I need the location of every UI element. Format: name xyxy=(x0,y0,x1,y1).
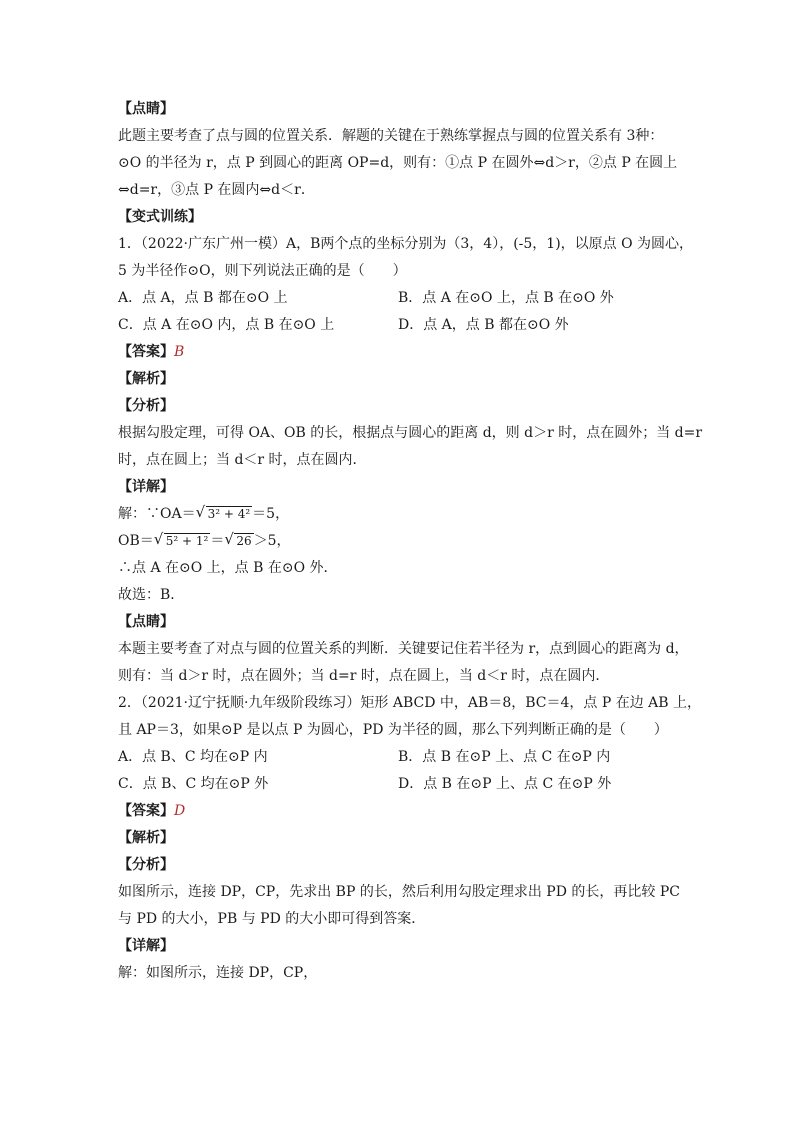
q1-jiexi-tag: 【解析】 xyxy=(118,371,174,387)
q2-analysis-1: 如图所示，连接 DP，CP，先求出 BP 的长，然后利用勾股定理求出 PD 的长，再比较 PC xyxy=(118,884,680,900)
q1-dianjing-tag: 【点睛】 xyxy=(118,614,174,630)
q1-options-row-1 xyxy=(118,285,678,312)
q1-detail-1-pre: 解：∵OA＝ xyxy=(118,506,196,522)
dianjing-line-2: ⊙O 的半径为 r，点 P 到圆心的距离 OP=d，则有：①点 P 在圆外⇔d＞r，②点 P 在圆上 xyxy=(118,155,678,171)
q1-dianjing-2: 则有：当 d＞r 时，点在圆外；当 d=r 时，点在圆上，当 d＜r 时，点在圆内． xyxy=(118,668,610,684)
q1-options-row-2 xyxy=(118,312,678,339)
q1-detail-1 xyxy=(118,501,678,528)
radicand: 3² + 4² xyxy=(207,507,251,521)
sqrt-expression xyxy=(196,501,253,528)
q1-answer xyxy=(118,339,678,366)
radicand: 5² + 1² xyxy=(165,534,209,548)
q2-jiexi-tag: 【解析】 xyxy=(118,830,174,846)
q1-stem-1: 1．（2022·广东广州一模）A，B两个点的坐标分别为（3，4），(-5，1)，以原点 O 为圆心， xyxy=(118,236,694,252)
q1-option-d: D．点 A，点 B 都在⊙O 外 xyxy=(398,317,569,333)
q2-option-d: D．点 B 在⊙P 上、点 C 在⊙P 外 xyxy=(398,776,612,792)
q1-option-a: A．点 A，点 B 都在⊙O 上 xyxy=(118,290,288,306)
sqrt-expression xyxy=(154,528,211,555)
q1-detail-2-mid: ＝ xyxy=(210,533,225,549)
q1-analysis-1: 根据勾股定理，可得 OA、OB 的长，根据点与圆心的距离 d，则 d＞r 时，点在圆外；当 d=r xyxy=(118,425,703,441)
dianjing-line-3: ⇔d=r，③点 P 在圆内⇔d＜r． xyxy=(118,182,315,198)
q1-fenxi-tag: 【分析】 xyxy=(118,398,174,414)
section-title: 【变式训练】 xyxy=(118,209,202,225)
q1-detail-2-post: ＞5， xyxy=(253,533,291,549)
q2-detail-tag: 【详解】 xyxy=(118,938,174,954)
q2-answer xyxy=(118,798,678,825)
q2-stem-1: 2．（2021·辽宁抚顺·九年级阶段练习）矩形 ABCD 中，AB＝8，BC＝4，点 P 在边 AB 上， xyxy=(118,695,702,711)
q1-detail-1-post: ＝5， xyxy=(252,506,290,522)
q2-options-row-2 xyxy=(118,771,678,798)
q1-detail-4: 故选：B． xyxy=(118,587,185,603)
document-page xyxy=(118,96,703,987)
q1-detail-tag: 【详解】 xyxy=(118,479,174,495)
q2-stem-2: 且 AP＝3，如果⊙P 是以点 P 为圆心，PD 为半径的圆，那么下列判断正确的是（ ） xyxy=(118,722,668,738)
q1-dianjing-1: 本题主要考查了对点与圆的位置关系的判断．关键要记住若半径为 r，点到圆心的距离为 d， xyxy=(118,641,689,657)
q1-answer-tag: 【答案】 xyxy=(118,344,174,360)
q2-answer-tag: 【答案】 xyxy=(118,803,174,819)
q1-detail-2-pre: OB＝ xyxy=(118,533,154,549)
radicand: 26 xyxy=(236,534,252,548)
q2-detail-1: 解：如图所示，连接 DP，CP， xyxy=(118,965,318,981)
q2-analysis-2: 与 PD 的大小，PB 与 PD 的大小即可得到答案． xyxy=(118,911,426,927)
q1-option-c: C．点 A 在⊙O 内，点 B 在⊙O 上 xyxy=(118,317,335,333)
q1-detail-2 xyxy=(118,528,678,555)
q2-answer-value: D xyxy=(174,803,186,819)
q1-analysis-2: 时，点在圆上；当 d＜r 时，点在圆内． xyxy=(118,452,367,468)
q2-option-a: A．点 B、C 均在⊙P 内 xyxy=(118,749,268,765)
q1-option-b: B．点 A 在⊙O 上，点 B 在⊙O 外 xyxy=(398,290,614,306)
q1-stem-2: 5 为半径作⊙O，则下列说法正确的是（ ） xyxy=(118,263,407,279)
q2-option-c: C．点 B、C 均在⊙P 外 xyxy=(118,776,269,792)
q1-detail-3: ∴点 A 在⊙O 上，点 B 在⊙O 外． xyxy=(118,560,338,576)
dianjing-heading: 【点睛】 xyxy=(118,101,174,117)
q2-option-b: B．点 B 在⊙P 上、点 C 在⊙P 内 xyxy=(398,749,611,765)
q2-options-row-1 xyxy=(118,744,678,771)
sqrt-expression xyxy=(224,528,253,555)
dianjing-line-1: 此题主要考查了点与圆的位置关系．解题的关键在于熟练掌握点与圆的位置关系有 3种： xyxy=(118,128,664,144)
q1-answer-value: B xyxy=(174,344,185,360)
q2-fenxi-tag: 【分析】 xyxy=(118,857,174,873)
